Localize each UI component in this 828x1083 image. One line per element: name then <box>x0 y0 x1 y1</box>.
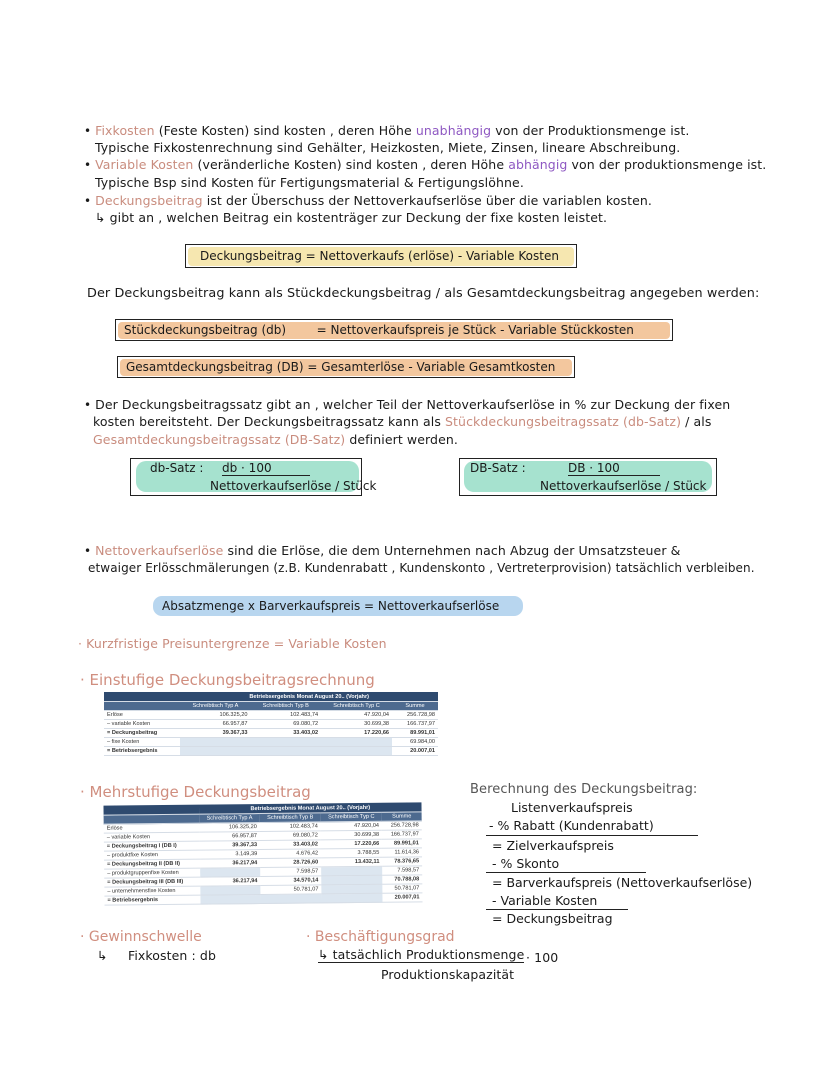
satz-line-3: Gesamtdeckungsbeitragssatz (DB-Satz) definiert werden. <box>93 432 458 447</box>
stueck-formula: Stückdeckungsbeitrag (db) = Nettoverkaufspreis je Stück - Variable Stückkosten <box>124 323 634 337</box>
table-cell: 36.217,94 <box>200 877 261 887</box>
table-cell <box>180 747 250 756</box>
calc-line-7: = Deckungsbeitrag <box>492 911 613 926</box>
table-cell: 102.483,74 <box>251 711 322 720</box>
table-header: Schreibtisch Typ C <box>321 812 382 822</box>
table-cell: 166.737,97 <box>392 720 438 729</box>
table-cell: = Betriebsergebnis <box>104 895 200 905</box>
table-cell: – unternehmensfixe Kosten <box>104 886 200 896</box>
table-cell: = Betriebsergebnis <box>104 747 180 756</box>
calc-rule-2 <box>486 872 646 873</box>
table-cell: 4.676,42 <box>260 849 321 859</box>
netto-line-2: etwaiger Erlösschmälerungen (z.B. Kundenrabatt , Kundenskonto , Vertreterprovision) tatsächlich verbleiben. <box>88 561 755 575</box>
calc-line-5: = Barverkaufspreis (Nettoverkaufserlöse) <box>492 875 753 890</box>
mehrstufig-heading: · Mehrstufige Deckungsbeitrag <box>80 783 311 801</box>
table-cell: 69.080,72 <box>251 720 322 729</box>
table-cell: 78.376,65 <box>382 857 422 866</box>
fixkosten-line-1: • Fixkosten (Feste Kosten) sind kosten , deren Höhe unabhängig von der Produktionsmenge ist. <box>84 123 690 138</box>
einstufig-table <box>104 692 438 756</box>
gesamt-db-satz-denominator: Nettoverkaufserlöse / Stück <box>540 479 707 493</box>
table-cell: = Deckungsbeitrag II (DB II) <box>104 859 200 869</box>
table-cell: 89.991,01 <box>392 729 438 738</box>
table-cell: 50.781,07 <box>383 884 423 893</box>
db-intro: Der Deckungsbeitrag kann als Stückdeckungsbeitrag / als Gesamtdeckungsbeitrag angegeben werden: <box>87 286 760 301</box>
table-header: Schreibtisch Typ A <box>180 702 250 711</box>
db-satz-label: db-Satz : <box>150 461 204 475</box>
table-cell: – fixe Kosten <box>104 738 180 747</box>
fixkosten-line-2: Typische Fixkostenrechnung sind Gehälter, Heizkosten, Miete, Zinsen, lineare Abschreibung. <box>95 140 681 155</box>
table-cell: 69.984,00 <box>392 738 438 747</box>
table-cell <box>321 893 382 903</box>
table-cell: 20.007,01 <box>383 893 423 902</box>
table-cell: 256.728,98 <box>392 711 438 720</box>
table-cell: 36.217,94 <box>200 859 261 869</box>
beschaeftigung-denominator: Produktionskapazität <box>381 967 515 982</box>
table-header: Summe <box>382 812 422 821</box>
table-cell: 69.080,72 <box>260 831 321 841</box>
calc-line-4: - % Skonto <box>492 856 560 871</box>
satz-line-2: kosten bereitsteht. Der Deckungsbeitragssatz kann als Stückdeckungsbeitragssatz (db-Satz) / als <box>93 414 712 429</box>
calc-rule-1 <box>486 835 698 836</box>
table-cell: 11.614,36 <box>382 848 422 857</box>
calc-line-2: - % Rabatt (Kundenrabatt) <box>489 818 654 833</box>
table-cell: 70.788,08 <box>383 875 423 884</box>
table-cell <box>180 738 250 747</box>
abhaengig-keyword: abhängig <box>508 157 568 172</box>
table-row <box>104 893 422 905</box>
table-cell: 106.325,20 <box>199 823 260 833</box>
gesamt-db-satz-numerator: DB · 100 <box>568 461 660 476</box>
calc-line-3: = Zielverkaufspreis <box>492 838 614 853</box>
table-cell: – variable Kosten <box>104 832 200 842</box>
table-cell: – variable Kosten <box>104 720 180 729</box>
table-header: Schreibtisch Typ C <box>321 702 392 711</box>
table-cell: – produktfixe Kosten <box>104 850 200 860</box>
table-cell: 39.367,33 <box>180 729 250 738</box>
calc-line-6: - Variable Kosten <box>492 893 598 908</box>
table-cell: 3.788,55 <box>321 848 382 858</box>
mehrstufig-table <box>103 802 422 905</box>
table-title: Betriebsergebnis Monat August 20.. (Vorjahr) <box>180 692 438 702</box>
table-cell <box>251 747 322 756</box>
beschaeftigung-heading: · Beschäftigungsgrad <box>306 929 455 945</box>
variable-kosten-term: Variable Kosten <box>95 157 194 172</box>
table-cell: 166.737,97 <box>382 830 422 839</box>
table-cell: = Deckungsbeitrag I (DB I) <box>104 841 200 851</box>
calc-line-1: Listenverkaufspreis <box>511 800 633 815</box>
table-row <box>104 720 438 729</box>
table-cell: 102.483,74 <box>260 822 321 832</box>
db-satz-denominator: Nettoverkaufserlöse / Stück <box>210 479 377 493</box>
db-satz-numerator: db · 100 <box>222 461 310 476</box>
table-cell: 28.726,60 <box>260 858 321 868</box>
berechnung-title: Berechnung des Deckungsbeitrag: <box>470 782 698 797</box>
table-cell <box>251 738 322 747</box>
table-header <box>104 702 180 711</box>
table-cell: – produktgruppenfixe Kosten <box>104 868 200 878</box>
table-cell: 13.432,11 <box>321 857 382 867</box>
beschaeftigung-times: · 100 <box>526 950 559 965</box>
table-cell: 7.598,57 <box>382 866 422 875</box>
variable-kosten-line-1: • Variable Kosten (veränderliche Kosten) sind kosten , deren Höhe abhängig von der produktionsmenge ist. <box>84 157 767 172</box>
formula-main: Deckungsbeitrag = Nettoverkaufs (erlöse) - Variable Kosten <box>200 249 559 263</box>
netto-term: Nettoverkaufserlöse <box>95 543 224 558</box>
table-cell: = Deckungsbeitrag <box>104 729 180 738</box>
einstufig-heading: · Einstufige Deckungsbeitragsrechnung <box>80 671 375 689</box>
table-cell: Erlöse <box>104 823 200 833</box>
gesamt-formula: Gesamtdeckungsbeitrag (DB) = Gesamterlöse - Variable Gesamtkosten <box>126 360 556 374</box>
table-cell: 66.957,87 <box>199 832 260 842</box>
table-cell <box>321 738 392 747</box>
table-cell <box>200 895 261 905</box>
table-cell: 256.728,98 <box>382 821 422 830</box>
deckungsbeitrag-line-2: ↳ gibt an , welchen Beitrag ein kostenträger zur Deckung der fixe kosten leistet. <box>95 210 608 225</box>
netto-line-1: • Nettoverkaufserlöse sind die Erlöse, die dem Unternehmen nach Abzug der Umsatzsteuer & <box>84 543 681 558</box>
table-cell: 7.598,57 <box>260 867 321 877</box>
table-header: Summe <box>392 702 438 711</box>
deckungsbeitrag-line-1: • Deckungsbeitrag ist der Überschuss der Nettoverkaufserlöse über die variablen kosten. <box>84 193 652 208</box>
table-cell: 17.220,66 <box>321 839 382 849</box>
table-cell: 89.991,01 <box>382 839 422 848</box>
table-cell: 3.149,39 <box>200 850 261 860</box>
netto-formula: Absatzmenge x Barverkaufspreis = Nettoverkaufserlöse <box>162 599 500 613</box>
db-satz-term: Stückdeckungsbeitragssatz (db-Satz) <box>445 414 682 429</box>
gesamt-db-satz-term: Gesamtdeckungsbeitragssatz (DB-Satz) <box>93 432 346 447</box>
table-cell: 17.220,66 <box>321 729 392 738</box>
table-cell: = Deckungsbeitrag III (DB III) <box>104 877 200 887</box>
table-title: Betriebsergebnis Monat August 20.. (Vorjahr) <box>199 802 421 814</box>
table-row <box>104 738 438 747</box>
preisuntergrenze: · Kurzfristige Preisuntergrenze = Variable Kosten <box>78 636 387 651</box>
table-cell <box>321 747 392 756</box>
table-cell: 39.367,33 <box>199 841 260 851</box>
table-cell: 47.920,04 <box>321 711 392 720</box>
gesamt-db-satz-label: DB-Satz : <box>470 461 526 475</box>
table-row <box>104 747 438 756</box>
table-cell: 47.920,04 <box>321 821 382 831</box>
table-cell: 33.403,02 <box>251 729 322 738</box>
gewinnschwelle-heading: · Gewinnschwelle <box>80 929 202 945</box>
table-cell <box>261 894 322 904</box>
table-cell: 106.325,20 <box>180 711 250 720</box>
unabhaengig-keyword: unabhängig <box>415 123 492 138</box>
table-header: Schreibtisch Typ B <box>251 702 322 711</box>
table-cell: Erlöse <box>104 711 180 720</box>
gewinnschwelle-formula: ↳ Fixkosten : db <box>97 948 216 963</box>
table-cell: 20.007,01 <box>392 747 438 756</box>
table-header: Schreibtisch Typ B <box>260 813 321 823</box>
deckungsbeitrag-term: Deckungsbeitrag <box>95 193 203 208</box>
table-row <box>104 729 438 738</box>
table-header: Schreibtisch Typ A <box>199 814 260 824</box>
satz-line-1: • Der Deckungsbeitragssatz gibt an , welcher Teil der Nettoverkaufserlöse in % zur Deckung der fixen <box>84 397 731 412</box>
table-cell: 33.403,02 <box>260 840 321 850</box>
fixkosten-term: Fixkosten <box>95 123 155 138</box>
table-cell: 30.699,38 <box>321 830 382 840</box>
table-cell: 34.570,14 <box>260 876 321 886</box>
table-cell: 50.781,07 <box>261 885 322 895</box>
beschaeftigung-numerator: ↳ tatsächlich Produktionsmenge <box>318 947 525 962</box>
variable-kosten-line-2: Typische Bsp sind Kosten für Fertigungsmaterial & Fertigungslöhne. <box>95 175 524 190</box>
table-cell: 66.957,87 <box>180 720 250 729</box>
table-row <box>104 711 438 720</box>
table-cell: 30.699,38 <box>321 720 392 729</box>
